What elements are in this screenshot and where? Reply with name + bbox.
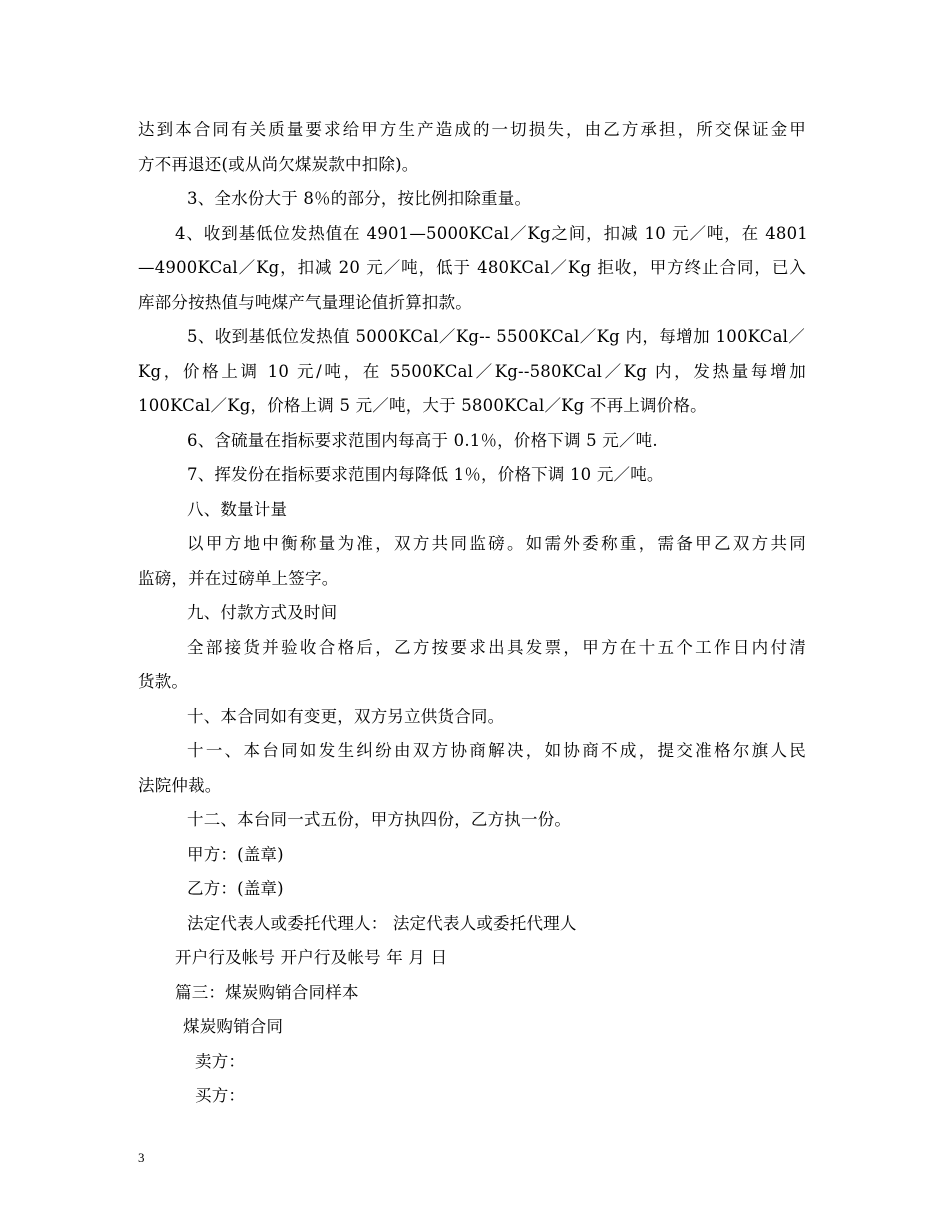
clause-5-line-1: 5、收到基低位发热值 5000KCal／Kg-- 5500KCal／Kg 内，每增加 100KCal／	[187, 327, 805, 346]
bank-account-line: 开户行及帐号 开户行及帐号 年 月 日	[175, 948, 448, 967]
section-8-line-2: 监磅，并在过磅单上签字。	[138, 569, 339, 588]
party-a-seal: 甲方：(盖章)	[187, 845, 284, 864]
clause-4-line-3: 库部分按热值与吨煤产气量理论值折算扣款。	[138, 293, 472, 312]
clause-7: 7、挥发份在指标要求范围内每降低 1％，价格下调 10 元／吨。	[187, 465, 664, 484]
section-9-line-1: 全部接货并验收合格后，乙方按要求出具发票，甲方在十五个工作日内付清	[187, 638, 806, 657]
paragraph-line-2: 方不再退还(或从尚欠煤炭款中扣除)。	[138, 155, 419, 174]
legal-representative-line: 法定代表人或委托代理人： 法定代表人或委托代理人	[187, 914, 577, 933]
part-3-heading: 篇三：煤炭购销合同样本	[175, 983, 359, 1002]
clause-4-line-1: 4、收到基低位发热值在 4901—5000KCal／Kg之间，扣减 10 元／吨，在 4801	[175, 224, 808, 243]
buyer-label: 买方：	[195, 1086, 246, 1105]
clause-3: 3、全水份大于 8％的部分，按比例扣除重量。	[187, 189, 532, 208]
clause-5-line-2: Kg，价格上调 10 元/吨，在 5500KCal／Kg--580KCal／Kg 内，发热量每增加	[138, 362, 806, 381]
seller-label: 卖方：	[195, 1052, 246, 1071]
clause-4-line-2: —4900KCal／Kg，扣减 20 元／吨，低于 480KCal／Kg 拒收，甲方终止合同，已入	[138, 258, 806, 277]
clause-5-line-3: 100KCal／Kg，价格上调 5 元／吨，大于 5800KCal／Kg 不再上调价格。	[138, 396, 707, 415]
section-11-line-1: 十一、本台同如发生纠纷由双方协商解决，如协商不成，提交准格尔旗人民	[187, 741, 806, 760]
section-12: 十二、本台同一式五份，甲方执四份，乙方执一份。	[187, 810, 572, 829]
section-10: 十、本合同如有变更，双方另立供货合同。	[187, 707, 505, 726]
section-9-heading: 九、付款方式及时间	[187, 603, 338, 622]
page-number: 3	[138, 1150, 145, 1165]
section-11-line-2: 法院仲裁。	[138, 776, 222, 795]
section-8-heading: 八、数量计量	[187, 500, 288, 519]
section-8-line-1: 以甲方地中衡称量为准，双方共同监磅。如需外委称重，需备甲乙双方共同	[187, 534, 806, 553]
contract-title: 煤炭购销合同	[183, 1017, 284, 1036]
party-b-seal: 乙方：(盖章)	[187, 879, 284, 898]
section-9-line-2: 货款。	[138, 672, 189, 691]
clause-6: 6、含硫量在指标要求范围内每高于 0.1％，价格下调 5 元／吨.	[187, 431, 658, 450]
paragraph-line-1: 达到本合同有关质量要求给甲方生产造成的一切损失，由乙方承担，所交保证金甲	[138, 120, 806, 139]
